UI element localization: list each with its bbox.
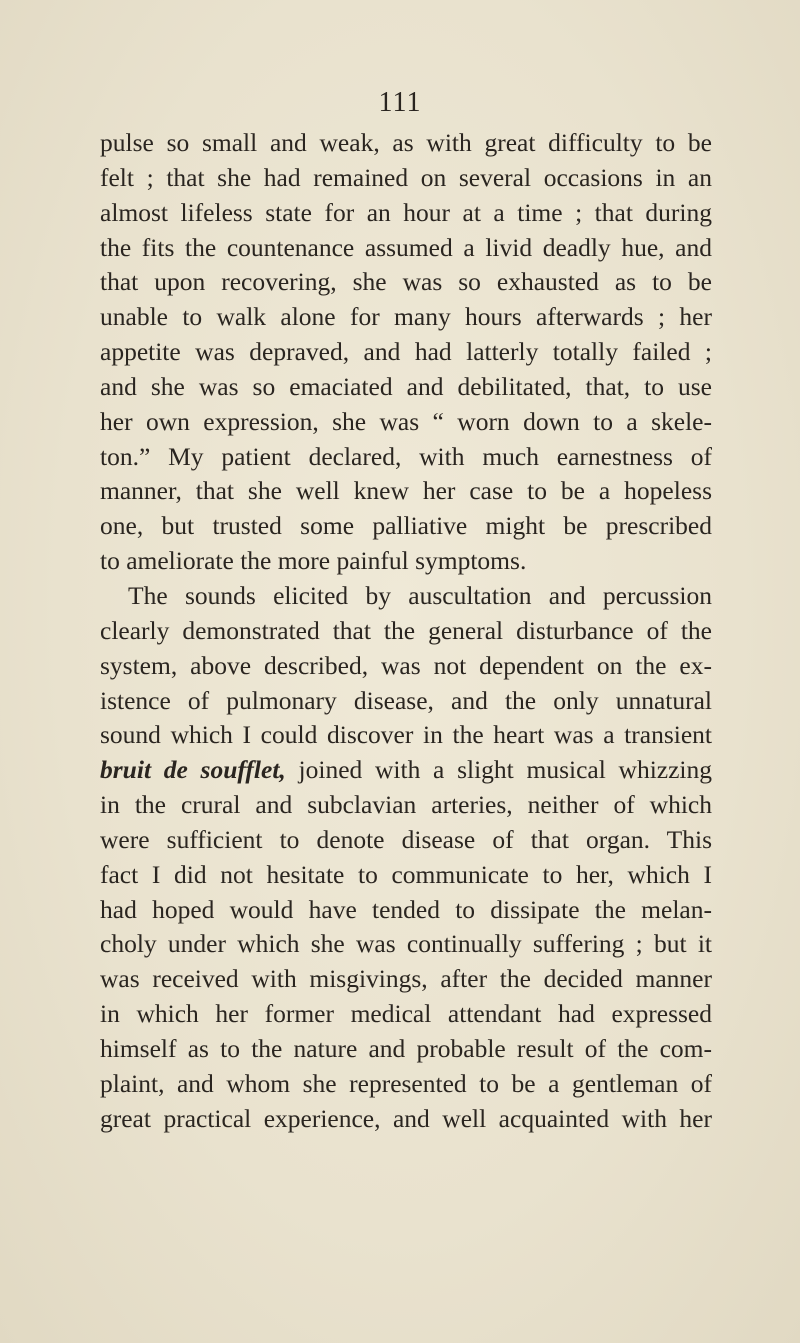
text-line: the fits the countenance assumed a livid deadly hue, and	[100, 232, 712, 262]
text-line: appetite was depraved, and had latterly totally failed ;	[100, 337, 712, 367]
text-line: her own expression, she was “ worn down to a skele-	[100, 406, 712, 436]
text-line: were sufficient to denote disease of that organ. This	[100, 824, 712, 854]
text-fragment: joined with a slight musical whizzing	[285, 755, 712, 785]
body-text	[100, 126, 712, 1136]
text-line-with-italic	[100, 753, 712, 788]
text-line: almost lifeless state for an hour at a time ; that during	[100, 197, 712, 227]
text-line: great practical experience, and well acquainted with her	[100, 1103, 712, 1133]
text-line: and she was so emaciated and debilitated, that, to use	[100, 371, 712, 401]
text-line: pulse so small and weak, as with great difficulty to be	[100, 128, 712, 157]
text-line: felt ; that she had remained on several occasions in an	[100, 162, 712, 192]
text-line: system, above described, was not dependent on the ex-	[100, 650, 712, 680]
page-number: 111	[378, 87, 422, 118]
text-line: that upon recovering, she was so exhausted as to be	[100, 267, 712, 297]
text-line: plaint, and whom she represented to be a gentleman of	[100, 1068, 712, 1098]
text-line: one, but trusted some palliative might be prescribed	[100, 511, 712, 541]
italic-phrase: bruit de soufflet,	[100, 755, 286, 785]
text-line: sound which I could discover in the heart was a transient	[100, 720, 712, 750]
text-line: in which her former medical attendant had expressed	[100, 999, 712, 1029]
text-line: clearly demonstrated that the general disturbance of the	[100, 615, 712, 645]
text-line: had hoped would have tended to dissipate the melan-	[100, 894, 712, 924]
paragraph-start-line: The sounds elicited by auscultation and percussion	[128, 580, 712, 610]
text-line: fact I did not hesitate to communicate to her, which I	[100, 859, 712, 889]
text-line: in the crural and subclavian arteries, neither of which	[100, 790, 712, 820]
text-line: himself as to the nature and probable result of the com-	[100, 1033, 712, 1063]
text-line: manner, that she well knew her case to be a hopeless	[100, 476, 712, 506]
text-line: istence of pulmonary disease, and the only unnatural	[100, 685, 712, 715]
text-line: unable to walk alone for many hours afterwards ; her	[100, 302, 712, 332]
text-line: choly under which she was continually suffering ; but it	[100, 929, 712, 959]
text-line: was received with misgivings, after the decided manner	[100, 964, 712, 994]
paragraph-end-line: to ameliorate the more painful symptoms.	[100, 546, 527, 576]
text-line: ton.” My patient declared, with much earnestness of	[100, 441, 712, 471]
